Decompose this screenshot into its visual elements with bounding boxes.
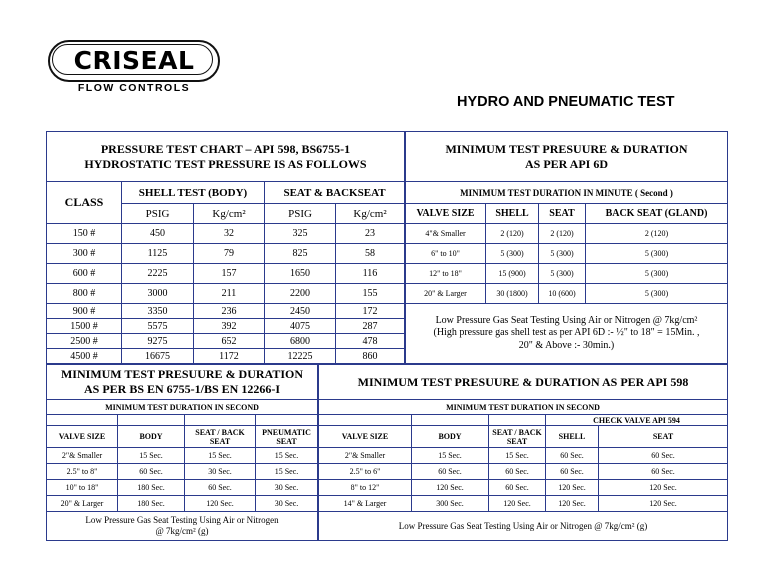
api6d-note-line3: 20" & Above :- 30min.): [518, 339, 615, 351]
cell: 32: [194, 224, 265, 244]
cell: 79: [194, 244, 265, 264]
cell: 5 (300): [486, 244, 539, 264]
cell: 30 Sec.: [256, 496, 318, 512]
api598-title: MINIMUM TEST PRESUURE & DURATION AS PER API 598: [319, 365, 728, 400]
cell: 116: [336, 264, 405, 284]
cell: 450: [122, 224, 194, 244]
cell: 60 Sec.: [489, 464, 546, 480]
cell: 4075: [265, 319, 336, 334]
cell: 10 (600): [539, 284, 586, 304]
cell: 15 Sec.: [412, 448, 489, 464]
cell: 157: [194, 264, 265, 284]
api6d-note-line2: (High pressure gas shell test as per API 6D :- ½" to 18" = 15Min. ,: [433, 327, 700, 339]
check-valve-header: CHECK VALVE API 594: [546, 415, 728, 426]
cell: 9275: [122, 334, 194, 349]
cell: 155: [336, 284, 405, 304]
cell: 120 Sec.: [599, 480, 728, 496]
cell: 60 Sec.: [546, 448, 599, 464]
bs-note-line2: @ 7kg/cm² (g): [155, 526, 209, 536]
cell: 1500 #: [47, 319, 122, 334]
cell: 16675: [122, 349, 194, 364]
criseal-logo: [48, 40, 224, 96]
col-valve-size: VALVE SIZE: [47, 426, 118, 448]
cell: 58: [336, 244, 405, 264]
cell: 30 (1800): [486, 284, 539, 304]
cell: 120 Sec.: [546, 480, 599, 496]
cell: 120 Sec.: [546, 496, 599, 512]
cell: 2"& Smaller: [47, 448, 118, 464]
cell: 5 (300): [586, 284, 728, 304]
api598-note: Low Pressure Gas Seat Testing Using Air or Nitrogen @ 7kg/cm² (g): [319, 512, 728, 541]
api598-subheader: MINIMUM TEST DURATION IN SECOND: [319, 400, 728, 415]
cell: 15 Sec.: [256, 448, 318, 464]
col-body: BODY: [118, 426, 185, 448]
cell: 120 Sec.: [185, 496, 256, 512]
logo-wordmark: CRISEAL: [73, 46, 195, 75]
cell: 60 Sec.: [185, 480, 256, 496]
api6d-title-line1: MINIMUM TEST PRESUURE & DURATION: [445, 141, 688, 156]
cell: 478: [336, 334, 405, 349]
cell: 5 (300): [586, 244, 728, 264]
cell: 30 Sec.: [256, 480, 318, 496]
cell: 20" & Larger: [47, 496, 118, 512]
cell: 60 Sec.: [412, 464, 489, 480]
cell: 15 Sec.: [118, 448, 185, 464]
cell: 60 Sec.: [546, 464, 599, 480]
cell: 12" to 18": [406, 264, 486, 284]
cell: 15 Sec.: [489, 448, 546, 464]
bs-title-line2: AS PER BS EN 6755-1/BS EN 12266-I: [83, 382, 281, 396]
cell: 6" to 10": [406, 244, 486, 264]
cell: 1650: [265, 264, 336, 284]
cell: 236: [194, 304, 265, 319]
cell: 900 #: [47, 304, 122, 319]
col-valve-size: VALVE SIZE: [406, 204, 486, 224]
class-header: CLASS: [47, 182, 122, 224]
cell: 150 #: [47, 224, 122, 244]
cell: 30 Sec.: [185, 464, 256, 480]
cell: 8" to 12": [319, 480, 412, 496]
shell-test-header: SHELL TEST (BODY): [122, 182, 265, 204]
cell: 2 (120): [486, 224, 539, 244]
unit-kg: Kg/cm²: [194, 204, 265, 224]
cell: 4500 #: [47, 349, 122, 364]
cell: 60 Sec.: [599, 448, 728, 464]
seat-backseat-header: SEAT & BACKSEAT: [265, 182, 405, 204]
cell: 2 (120): [539, 224, 586, 244]
cell: 14" & Larger: [319, 496, 412, 512]
cell: 2225: [122, 264, 194, 284]
col-body: BODY: [412, 426, 489, 448]
bs-note-line1: Low Pressure Gas Seat Testing Using Air or Nitrogen: [85, 514, 279, 525]
bs-title-line1: MINIMUM TEST PRESUURE & DURATION: [60, 367, 304, 381]
col-seat: SEAT: [599, 426, 728, 448]
cell: 23: [336, 224, 405, 244]
cell: 60 Sec.: [118, 464, 185, 480]
cell: 3000: [122, 284, 194, 304]
col-seat: SEAT: [539, 204, 586, 224]
cell: 325: [265, 224, 336, 244]
col-shell: SHELL: [486, 204, 539, 224]
cell: 180 Sec.: [118, 496, 185, 512]
cell: 2.5" to 8": [47, 464, 118, 480]
cell: 15 Sec.: [185, 448, 256, 464]
cell: 800 #: [47, 284, 122, 304]
cell: 5 (300): [586, 264, 728, 284]
cell: 15 Sec.: [256, 464, 318, 480]
cell: 652: [194, 334, 265, 349]
col-seat-back-seat: SEAT / BACK SEAT: [185, 426, 256, 448]
cell: 60 Sec.: [489, 480, 546, 496]
document-title: HYDRO AND PNEUMATIC TEST: [457, 94, 675, 110]
cell: 211: [194, 284, 265, 304]
cell: 172: [336, 304, 405, 319]
col-back-seat: BACK SEAT (GLAND): [586, 204, 728, 224]
cell: 860: [336, 349, 405, 364]
col-seat-back-seat: SEAT / BACK SEAT: [489, 426, 546, 448]
unit-kg: Kg/cm²: [336, 204, 405, 224]
api6d-note-line1: Low Pressure Gas Seat Testing Using Air or Nitrogen @ 7kg/cm²: [435, 314, 698, 326]
cell: 120 Sec.: [412, 480, 489, 496]
bs-subheader: MINIMUM TEST DURATION IN SECOND: [47, 400, 318, 415]
cell: 120 Sec.: [599, 496, 728, 512]
col-pneumatic-seat: PNEUMATIC SEAT: [256, 426, 318, 448]
cell: 10" to 18": [47, 480, 118, 496]
cell: 825: [265, 244, 336, 264]
logo-tagline: FLOW CONTROLS: [77, 82, 191, 94]
cell: 120 Sec.: [489, 496, 546, 512]
cell: 2"& Smaller: [319, 448, 412, 464]
chart-border: [46, 131, 728, 541]
cell: 180 Sec.: [118, 480, 185, 496]
cell: 12225: [265, 349, 336, 364]
cell: 600 #: [47, 264, 122, 284]
cell: 392: [194, 319, 265, 334]
cell: 4"& Smaller: [406, 224, 486, 244]
unit-psig: PSIG: [265, 204, 336, 224]
cell: 5 (300): [539, 244, 586, 264]
col-valve-size: VALVE SIZE: [319, 426, 412, 448]
cell: 287: [336, 319, 405, 334]
api6d-subheader: MINIMUM TEST DURATION IN MINUTE ( Second ): [406, 182, 728, 204]
cell: 15 (900): [486, 264, 539, 284]
cell: 2200: [265, 284, 336, 304]
cell: 300 Sec.: [412, 496, 489, 512]
cell: 300 #: [47, 244, 122, 264]
cell: 6800: [265, 334, 336, 349]
cell: 2.5" to 6": [319, 464, 412, 480]
cell: 60 Sec.: [599, 464, 728, 480]
cell: 5 (300): [539, 264, 586, 284]
unit-psig: PSIG: [122, 204, 194, 224]
cell: 2 (120): [586, 224, 728, 244]
cell: 2500 #: [47, 334, 122, 349]
hydro-title-line2: HYDROSTATIC TEST PRESSURE IS AS FOLLOWS: [84, 156, 367, 171]
col-shell: SHELL: [546, 426, 599, 448]
api6d-title-line2: AS PER API 6D: [524, 156, 608, 171]
cell: 1172: [194, 349, 265, 364]
hydro-title-line1: PRESSURE TEST CHART – API 598, BS6755-1: [100, 141, 351, 156]
cell: 5575: [122, 319, 194, 334]
cell: 1125: [122, 244, 194, 264]
cell: 2450: [265, 304, 336, 319]
cell: 20" & Larger: [406, 284, 486, 304]
cell: 3350: [122, 304, 194, 319]
